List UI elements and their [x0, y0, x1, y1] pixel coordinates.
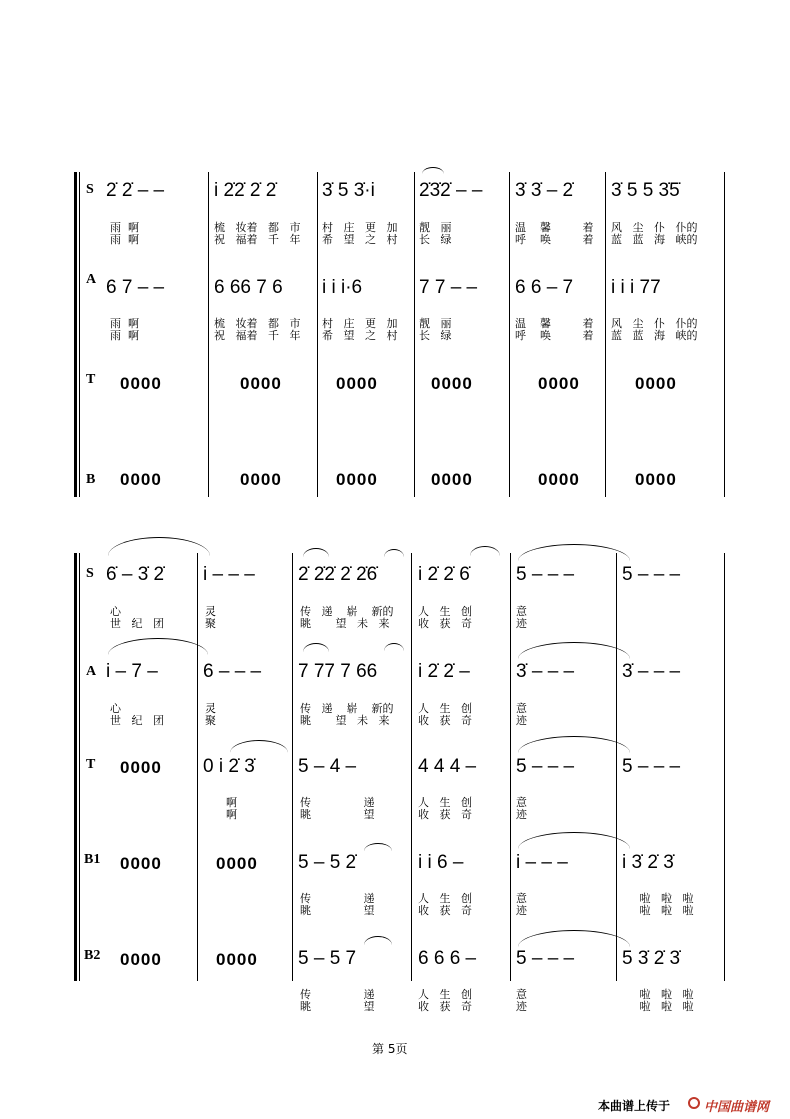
soprano-lyric: 意: [516, 605, 527, 618]
soprano-lyric: 温 馨 着: [515, 221, 594, 234]
bass1-measure: i 3̇ 2̇ 3̇: [622, 852, 674, 873]
part-label-tenor: T: [86, 757, 96, 772]
alto-measure: i 2̇ 2̇ –: [418, 661, 470, 682]
soprano-lyric: 灵: [205, 605, 216, 618]
bass2-measure: 5 – – –: [516, 948, 575, 969]
alto-lyric: 聚: [205, 714, 216, 727]
tenor-lyric: 传 递: [300, 796, 375, 809]
system1-barline: [724, 172, 725, 497]
bass-rest: 0000: [538, 470, 580, 489]
alto-lyric: 村 庄 更 加: [322, 317, 398, 330]
alto-measure: 3̇ – – –: [516, 661, 575, 682]
soprano-measure: 2̇ 2̇2̇ 2̇ 2̇6̇: [298, 564, 378, 585]
bass1-lyric: 迹: [516, 904, 527, 917]
soprano-lyric: 长 绿: [419, 233, 452, 246]
part-label-bass1: B1: [84, 852, 101, 867]
bass2-lyric: 意: [516, 988, 527, 1001]
system2-barline: [510, 553, 511, 981]
system1-barline: [317, 172, 318, 497]
bass2-measure: 5 3̇ 2̇ 3̇: [622, 948, 681, 969]
alto-lyric: 温 馨 着: [515, 317, 594, 330]
bass2-rest: 0000: [216, 950, 258, 969]
tenor-measure: 4 4 4 –: [418, 756, 477, 777]
part-label-soprano: S: [86, 182, 94, 197]
slur: [108, 537, 210, 556]
slur: [364, 843, 392, 851]
tenor-lyric: 意: [516, 796, 527, 809]
soprano-measure: 2̇3̇2̇ – –: [419, 180, 483, 201]
soprano-lyric: 雨 啊: [110, 221, 139, 234]
tenor-measure: 5 – 4 –: [298, 756, 357, 777]
bass-rest: 0000: [336, 470, 378, 489]
bass2-lyric: 传 递: [300, 988, 375, 1001]
part-label-bass: B: [86, 472, 96, 487]
alto-measure: i – 7 –: [106, 661, 158, 682]
tenor-lyric: 眺 望: [300, 808, 375, 821]
system2-barline: [616, 553, 617, 981]
soprano-lyric: 迹: [516, 617, 527, 630]
part-label-soprano: S: [86, 566, 94, 581]
tenor-rest: 0000: [538, 374, 580, 393]
soprano-lyric: 收 获 奇: [418, 617, 472, 630]
bass-rest: 0000: [120, 470, 162, 489]
slur: [518, 930, 630, 947]
bass1-lyric: 人 生 创: [418, 892, 472, 905]
slur: [518, 642, 630, 659]
tenor-measure: 5 – – –: [622, 756, 681, 777]
bass1-measure: i – – –: [516, 852, 568, 873]
soprano-lyric: 梳 妆着 都 市: [214, 221, 301, 234]
bass2-rest: 0000: [120, 950, 162, 969]
bass1-lyric: 传 递: [300, 892, 375, 905]
soprano-lyric: 聚: [205, 617, 216, 630]
alto-lyric: 梳 妆着 都 市: [214, 317, 301, 330]
alto-lyric: 收 获 奇: [418, 714, 472, 727]
alto-measure: i i i 77: [611, 277, 661, 298]
tenor-rest: 0000: [431, 374, 473, 393]
bass2-lyric: 眺 望: [300, 1000, 375, 1013]
site-logo-icon: [688, 1097, 700, 1109]
soprano-lyric: 靓 丽: [419, 221, 452, 234]
alto-lyric: 意: [516, 702, 527, 715]
bass-rest: 0000: [431, 470, 473, 489]
tenor-lyric: 收 获 奇: [418, 808, 472, 821]
bass1-lyric: 眺 望: [300, 904, 375, 917]
alto-measure: 6 7 – –: [106, 277, 165, 298]
soprano-measure: i 2̇ 2̇ 6̇: [418, 564, 470, 585]
alto-lyric: 长 绿: [419, 329, 452, 342]
part-label-alto: A: [86, 664, 97, 679]
slur: [108, 638, 208, 655]
bass1-measure: i i 6 –: [418, 852, 464, 873]
system2-bracket: [74, 553, 77, 981]
bass1-lyric: 意: [516, 892, 527, 905]
alto-lyric: 呼 唤 着: [515, 329, 594, 342]
soprano-lyric: 村 庄 更 加: [322, 221, 398, 234]
alto-measure: 6 66 7 6: [214, 277, 283, 298]
bass2-measure: 5 – 5 7: [298, 948, 357, 969]
part-label-alto: A: [86, 272, 97, 287]
slur: [518, 544, 630, 561]
alto-measure: 7 7 – –: [419, 277, 478, 298]
bass2-lyric: 人 生 创: [418, 988, 472, 1001]
system1-barline: [605, 172, 606, 497]
soprano-measure: 2̇ 2̇ – –: [106, 180, 165, 201]
system2-barline: [197, 553, 198, 981]
bass-rest: 0000: [635, 470, 677, 489]
system1-barline-start: [79, 172, 80, 497]
slur: [384, 549, 404, 557]
tenor-rest: 0000: [336, 374, 378, 393]
soprano-lyric: 呼 唤 着: [515, 233, 594, 246]
upload-credit: 本曲谱上传于: [598, 1099, 671, 1113]
soprano-lyric: 心: [110, 605, 121, 618]
bass2-measure: 6 6 6 –: [418, 948, 477, 969]
alto-lyric: 希 望 之 村: [322, 329, 398, 342]
part-label-tenor: T: [86, 372, 96, 387]
slur: [470, 546, 500, 556]
alto-measure: 3̇ – – –: [622, 661, 681, 682]
soprano-lyric: 蓝 蓝 海 峡的: [611, 233, 698, 246]
soprano-measure: i 2̇2̇ 2̇ 2̇: [214, 180, 277, 201]
soprano-lyric: 希 望 之 村: [322, 233, 398, 246]
system1-bracket: [74, 172, 77, 497]
alto-lyric: 灵: [205, 702, 216, 715]
system2-barline: [411, 553, 412, 981]
soprano-lyric: 风 尘 仆 仆的: [611, 221, 698, 234]
soprano-lyric: 传 递 崭 新的: [300, 605, 394, 618]
soprano-measure: 5 – – –: [622, 564, 681, 585]
alto-measure: 7 77 7 66: [298, 661, 378, 682]
alto-lyric: 祝 福着 千 年: [214, 329, 301, 342]
tenor-rest: 0000: [120, 374, 162, 393]
part-label-bass2: B2: [84, 948, 101, 963]
system1-barline: [414, 172, 415, 497]
slur: [384, 643, 404, 651]
tenor-measure: 5 – – –: [516, 756, 575, 777]
alto-lyric: 传 递 崭 新的: [300, 702, 394, 715]
alto-lyric: 眺 望 未 来: [300, 714, 390, 727]
bass1-rest: 0000: [120, 854, 162, 873]
tenor-rest: 0000: [635, 374, 677, 393]
slur: [518, 832, 630, 849]
soprano-lyric: 祝 福着 千 年: [214, 233, 301, 246]
slur: [303, 643, 329, 652]
slur: [230, 740, 288, 753]
bass2-lyric: 收 获 奇: [418, 1000, 472, 1013]
bass1-lyric: 收 获 奇: [418, 904, 472, 917]
bass1-lyric: 啦 啦 啦: [622, 904, 694, 917]
soprano-lyric: 眺 望 未 来: [300, 617, 390, 630]
soprano-lyric: 人 生 创: [418, 605, 472, 618]
soprano-measure: i – – –: [203, 564, 255, 585]
alto-lyric: 迹: [516, 714, 527, 727]
tenor-rest: 0000: [240, 374, 282, 393]
system2-barline: [724, 553, 725, 981]
soprano-lyric: 雨 啊: [110, 233, 139, 246]
soprano-measure: 3̇ 3̇ – 2̇: [515, 180, 574, 201]
soprano-lyric: 世 纪 团: [110, 617, 164, 630]
alto-measure: 6 – – –: [203, 661, 262, 682]
tenor-lyric: 迹: [516, 808, 527, 821]
bass1-lyric: 啦 啦 啦: [622, 892, 694, 905]
soprano-measure: 5 – – –: [516, 564, 575, 585]
alto-measure: i i i·6: [322, 277, 363, 298]
alto-lyric: 靓 丽: [419, 317, 452, 330]
system1-barline: [509, 172, 510, 497]
alto-lyric: 雨 啊: [110, 317, 139, 330]
tenor-lyric: 啊: [226, 796, 237, 809]
alto-lyric: 风 尘 仆 仆的: [611, 317, 698, 330]
system1-barline: [208, 172, 209, 497]
tenor-rest: 0000: [120, 758, 162, 777]
slur: [422, 167, 444, 174]
bass1-rest: 0000: [216, 854, 258, 873]
site-logo[interactable]: 中国曲谱网: [704, 1100, 770, 1115]
page-number: 第 5页: [372, 1042, 408, 1056]
system2-barline: [292, 553, 293, 981]
soprano-measure: 3̇ 5 5 3̇5̇: [611, 180, 680, 201]
alto-lyric: 世 纪 团: [110, 714, 164, 727]
bass-rest: 0000: [240, 470, 282, 489]
system2-barline-start: [79, 553, 80, 981]
alto-lyric: 蓝 蓝 海 峡的: [611, 329, 698, 342]
bass1-measure: 5 – 5 2̇: [298, 852, 357, 873]
slur: [303, 548, 329, 557]
slur: [364, 936, 392, 945]
alto-lyric: 雨 啊: [110, 329, 139, 342]
slur: [518, 736, 630, 753]
bass2-lyric: 啦 啦 啦: [622, 988, 694, 1001]
tenor-measure: 0 i 2̇ 3̇: [203, 756, 255, 777]
bass2-lyric: 迹: [516, 1000, 527, 1013]
tenor-lyric: 人 生 创: [418, 796, 472, 809]
bass2-lyric: 啦 啦 啦: [622, 1000, 694, 1013]
alto-measure: 6 6 – 7: [515, 277, 574, 298]
tenor-lyric: 啊: [226, 808, 237, 821]
alto-lyric: 人 生 创: [418, 702, 472, 715]
soprano-measure: 6̇ – 3̇ 2̇: [106, 564, 165, 585]
soprano-measure: 3̇ 5 3̇·i: [322, 180, 375, 201]
alto-lyric: 心: [110, 702, 121, 715]
